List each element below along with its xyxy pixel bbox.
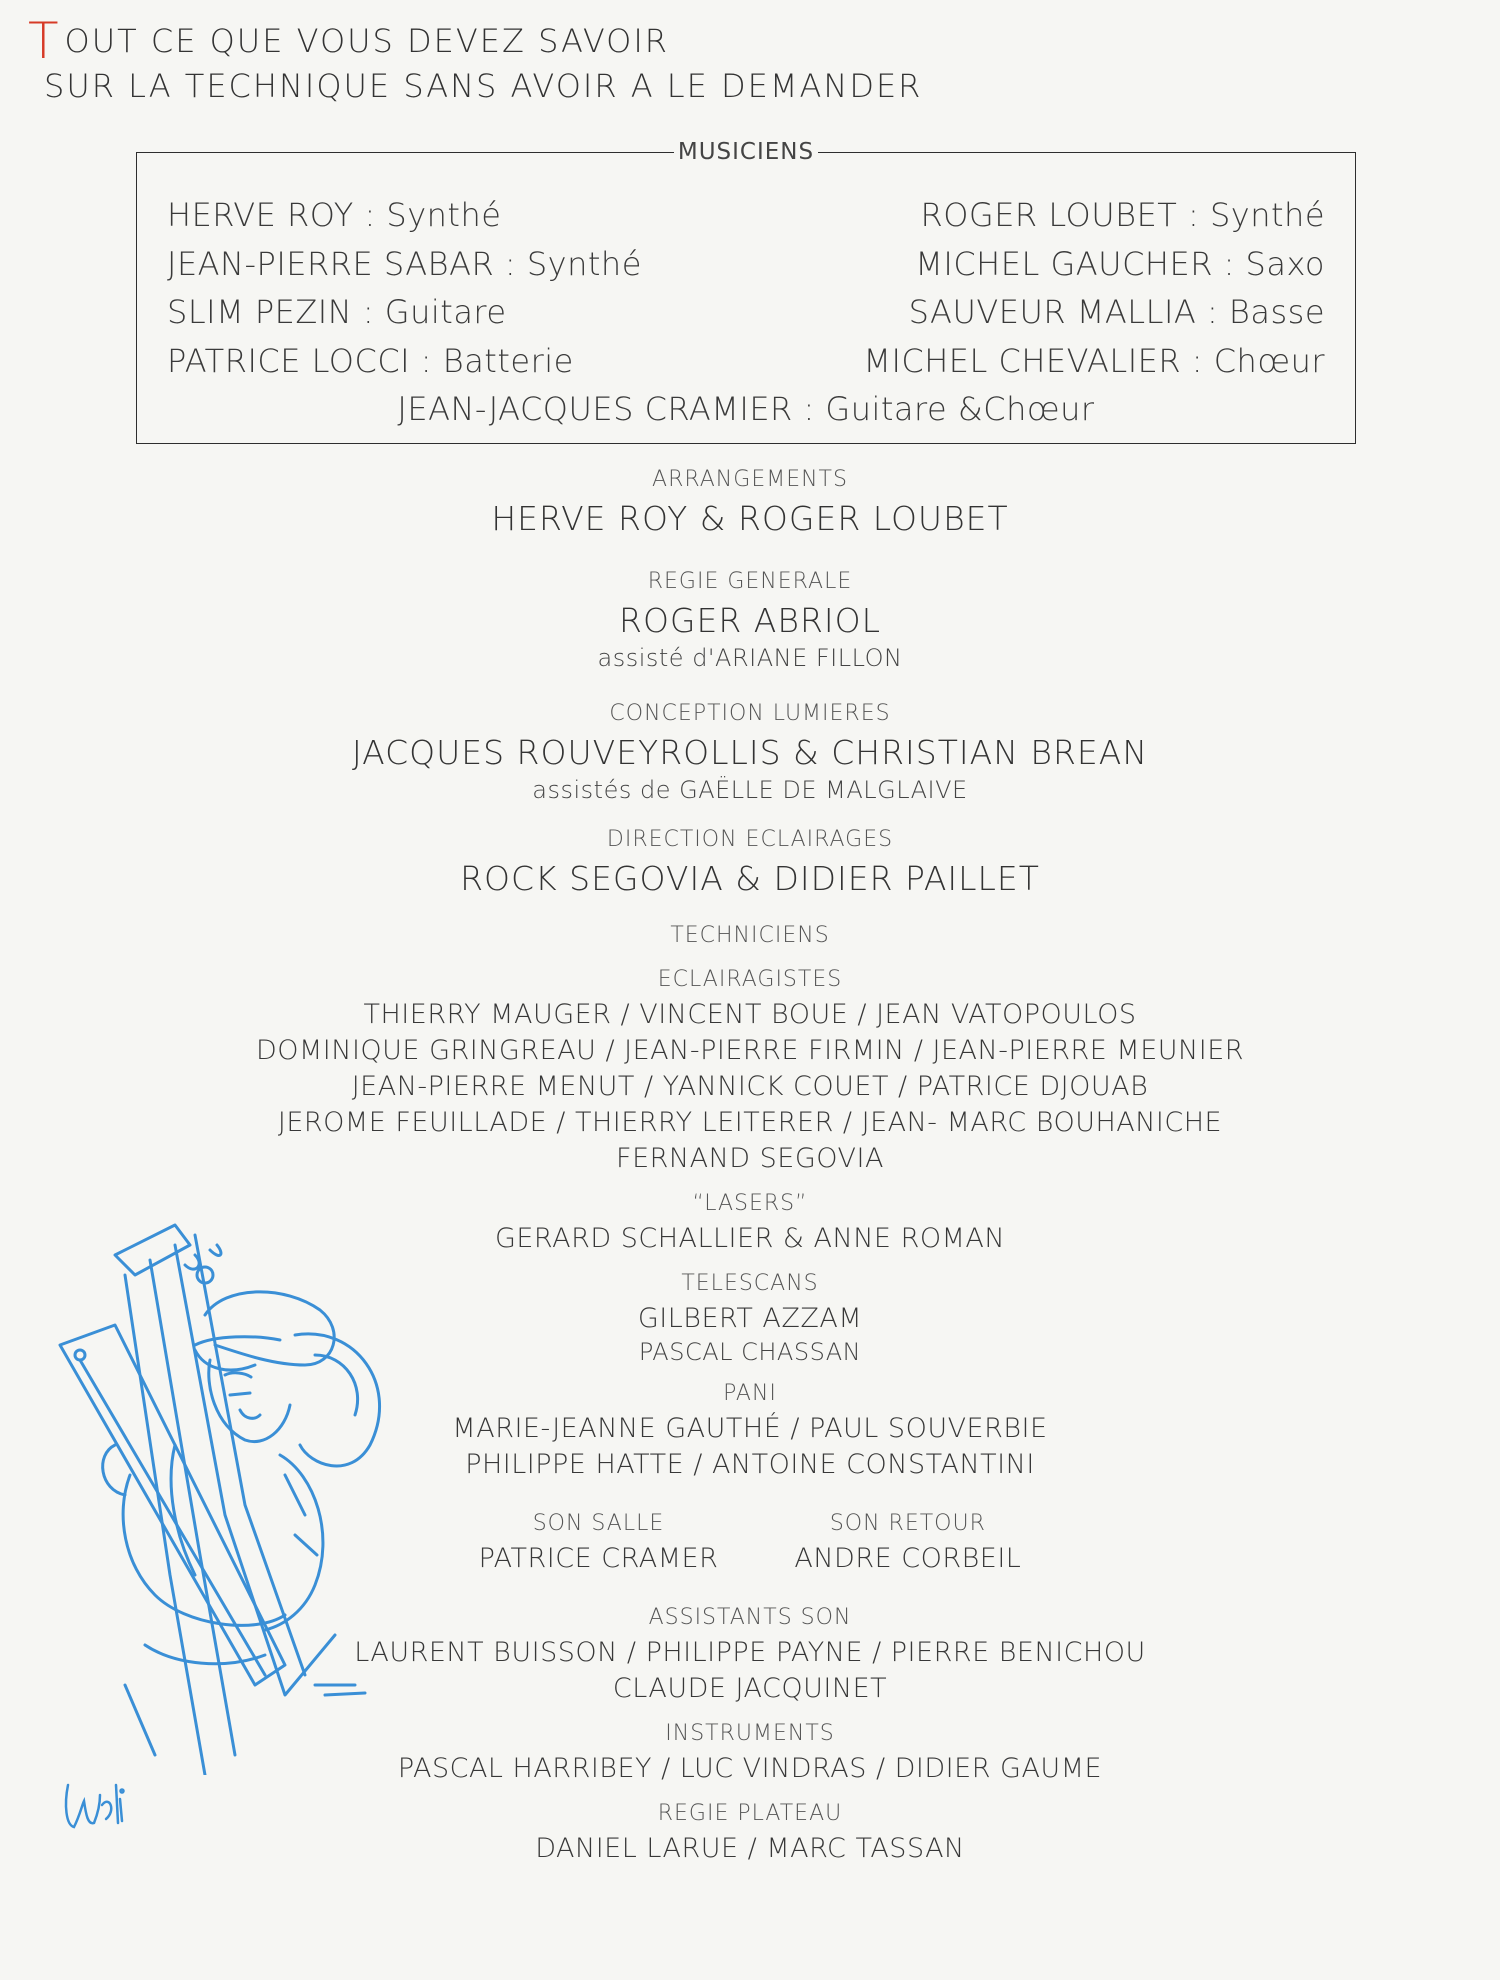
section-names: GILBERT AZZAM [637,1303,863,1334]
section-names-line: JEROME FEUILLADE / THIERRY LEITERER / JEAN- MARC BOUHANICHE [277,1107,1223,1138]
section-names: PASCAL HARRIBEY / LUC VINDRAS / DIDIER GAUME [397,1753,1103,1784]
section-lasers [250,1187,1250,1257]
musician-entry-centered: JEAN-JACQUES CRAMIER : Guitare &Chœur [397,390,1095,428]
musician-carrying-crate-sketch-icon [55,1215,385,1775]
section-names-line: MARIE-JEANNE GAUTHÉ / PAUL SOUVERBIE [452,1413,1048,1444]
credits-list [250,463,1250,1867]
musicians-left-column [167,191,642,385]
section-names-line: CLAUDE JACQUINET [612,1673,888,1704]
musician-entry: MICHEL GAUCHER : Saxo [915,244,1325,283]
artist-signature-icon [60,1775,130,1835]
section-instruments [250,1717,1250,1787]
header-line-2: SUR LA TECHNIQUE SANS AVOIR A LE DEMANDER [44,67,923,105]
section-son-retour [794,1507,1021,1577]
section-conception-lumieres [250,697,1250,805]
section-telescans [250,1267,1250,1367]
section-names-line: JEAN-PIERRE MENUT / YANNICK COUET / PATRICE DJOUAB [351,1071,1149,1102]
section-regie-generale [250,565,1250,673]
musicians-right-column [863,191,1325,385]
section-pani [250,1377,1250,1483]
musician-entry: HERVE ROY : Synthé [167,196,502,234]
section-names: ROGER ABRIOL [619,601,881,640]
section-arrangements [250,463,1250,541]
section-heading: TECHNICIENS [670,923,830,948]
musician-entry: SAUVEUR MALLIA : Basse [908,293,1325,331]
section-heading: PANI [723,1381,777,1406]
section-names-line: PHILIPPE HATTE / ANTOINE CONSTANTINI [465,1449,1035,1480]
musician-entry: PATRICE LOCCI : Batterie [167,341,574,380]
page-header [28,12,923,108]
section-subtitle: PASCAL CHASSAN [638,1338,862,1366]
section-heading: CONCEPTION LUMIERES [609,701,891,726]
section-heading: INSTRUMENTS [665,1721,835,1746]
section-subtitle: assistés de GAËLLE DE MALGLAIVE [532,776,968,804]
section-names: PATRICE CRAMER [478,1543,719,1574]
section-names: JACQUES ROUVEYROLLIS & CHRISTIAN BREAN [351,733,1149,772]
section-names-line: FERNAND SEGOVIA [616,1143,884,1174]
section-techniciens [250,919,1250,953]
header-initial: T [28,12,61,70]
section-heading: DIRECTION ECLAIRAGES [606,827,894,852]
section-heading: SON SALLE [532,1511,665,1536]
musicians-title: MUSICIENS [674,139,818,165]
section-regie-plateau [250,1797,1250,1867]
header-line-1-text: OUT CE QUE VOUS DEVEZ SAVOIR [64,22,670,60]
musicians-box [136,139,1356,444]
section-names-line: LAURENT BUISSON / PHILIPPE PAYNE / PIERRE BENICHOU [354,1637,1146,1668]
musician-entry: MICHEL CHEVALIER : Chœur [863,341,1325,380]
section-names: HERVE ROY & ROGER LOUBET [491,499,1009,538]
section-names: ROCK SEGOVIA & DIDIER PAILLET [460,859,1040,898]
son-sections [250,1507,1250,1577]
section-heading: REGIE PLATEAU [657,1801,843,1826]
section-subtitle: assisté d'ARIANE FILLON [597,644,903,672]
musician-entry: ROGER LOUBET : Synthé [920,196,1325,234]
header-line-1 [28,12,922,70]
section-names: GERARD SCHALLIER & ANNE ROMAN [494,1223,1006,1254]
section-heading: ASSISTANTS SON [648,1605,852,1630]
section-names-line: THIERRY MAUGER / VINCENT BOUE / JEAN VATOPOULOS [363,999,1137,1030]
section-heading: “LASERS” [692,1191,808,1216]
section-eclairagistes [250,963,1250,1177]
section-heading: TELESCANS [681,1271,819,1296]
musician-entry: JEAN-PIERRE SABAR : Synthé [167,244,642,283]
section-direction-eclairages [250,823,1250,901]
section-names: ANDRE CORBEIL [794,1543,1022,1574]
section-heading: ARRANGEMENTS [652,467,848,492]
section-names-line: DOMINIQUE GRINGREAU / JEAN-PIERRE FIRMIN / JEAN-PIERRE MEUNIER [255,1035,1245,1066]
section-heading: SON RETOUR [829,1511,986,1536]
musician-entry: SLIM PEZIN : Guitare [167,293,507,331]
section-heading: ECLAIRAGISTES [657,967,843,992]
section-heading: REGIE GENERALE [647,569,853,594]
section-son-salle [479,1507,719,1577]
section-names: DANIEL LARUE / MARC TASSAN [535,1833,965,1864]
section-assistants-son [250,1601,1250,1707]
